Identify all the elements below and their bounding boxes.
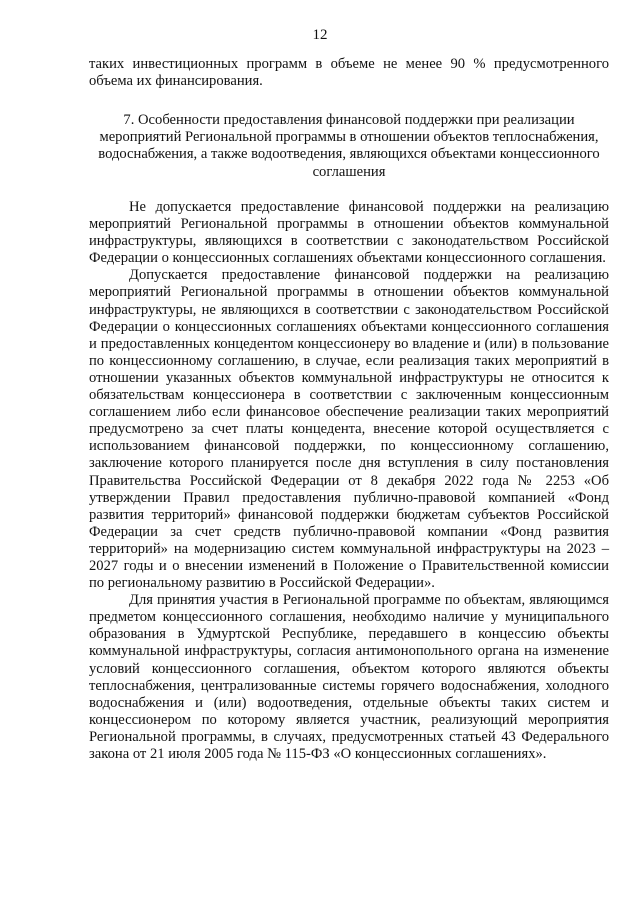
paragraph: Допускается предоставление финансовой поддержки на реализацию мероприятий Региональной программы в отношении объектов коммунальной инфраструктуры, не являющихся в соответствии с законодательством Российской Федерации о концессионных соглашениях объектами концессионного соглашения и предоставленных концедентом концессионеру во владение и (или) в пользование по концессионному соглашению, в случае, если реализация таких мероприятий в отношении указанных объектов коммунальной инфраструктуры не относится к обязательствам концессионера в соответствии с заключенным концессионным соглашением либо если финансовое обеспечение реализации таких мероприятий предусмотрено за счет платы концедента, внесение которой осуществляется с использованием финансовой поддержки, по концессионному соглашению, заключение которого планируется после дня вступления в силу постановления Правительства Российской Федерации от 8 декабря 2022 года № 2253 «Об утверждении Правил предоставления публично-правовой компанией «Фонд развития территорий» финансовой поддержки бюджетам субъектов Российской Федерации за счет средств публично-правовой компании «Фонд развития территорий» на модернизацию систем коммунальной инфраструктуры на 2023 – 2027 годы и о внесении изменений в Положение о Правительственной комиссии по региональному развитию в Российской Федерации».: [89, 267, 609, 592]
intro-paragraph: таких инвестиционных программ в объеме не менее 90 % предусмотренного объема их финансирования.: [89, 56, 609, 90]
paragraph: Не допускается предоставление финансовой поддержки на реализацию мероприятий Региональной программы в отношении объектов коммунальной инфраструктуры, являющихся в соответствии с законодательством Российской Федерации о концессионных соглашениях объектами концессионного соглашения.: [89, 199, 609, 267]
section-body: [89, 199, 609, 763]
page-number: 12: [312, 27, 328, 43]
paragraph: Для принятия участия в Региональной программе по объектам, являющимся предметом концессионного соглашения, необходимо наличие у муниципального образования в Удмуртской Республике, передавшего в концессию объекты коммунальной инфраструктуры, согласия антимонопольного органа на изменение условий концессионного соглашения, объектом которого являются объекты теплоснабжения, централизованные системы горячего водоснабжения, холодного водоснабжения и (или) водоотведения, отдельные объекты таких систем и концессионером по которому является участник, реализующий мероприятия Региональной программы, в случаях, предусмотренных статьей 43 Федерального закона от 21 июля 2005 года № 115-ФЗ «О концессионных соглашениях».: [89, 592, 609, 762]
section-heading: 7. Особенности предоставления финансовой поддержки при реализации мероприятий Региональной программы в отношении объектов теплоснабжения, водоснабжения, а также водоотведения, являющихся объектами концессионного соглашения: [98, 112, 600, 180]
